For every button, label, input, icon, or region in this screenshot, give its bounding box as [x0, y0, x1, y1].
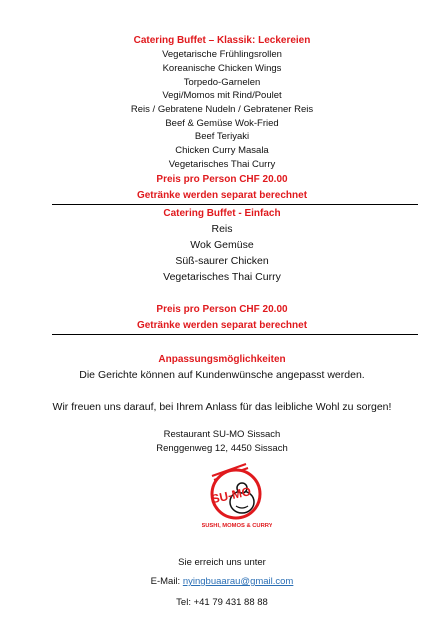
menu-item: Wok Gemüse [190, 239, 254, 251]
section2-price: Preis pro Person CHF 20.00 [156, 304, 288, 315]
section1-title: Catering Buffet – Klassik: Leckereien [133, 35, 311, 46]
logo-wordmark: SU-MO [210, 484, 253, 507]
adjust-text: Die Gerichte können auf Kundenwünsche angepasst werden. [79, 369, 365, 381]
logo-tagline: SUSHI, MOMOS & CURRY [202, 523, 272, 529]
menu-item: Beef & Gemüse Wok-Fried [165, 118, 279, 129]
menu-item: Vegetarische Frühlingsrollen [162, 49, 282, 60]
email-label: E-Mail: [150, 576, 181, 587]
menu-item: Vegetarisches Thai Curry [168, 159, 276, 170]
adjust-title: Anpassungsmöglichkeiten [158, 354, 286, 365]
menu-item: Beef Teriyaki [194, 131, 250, 142]
section-divider [52, 334, 418, 335]
phone-line: Tel: +41 79 431 88 88 [176, 597, 268, 608]
contact-intro: Sie erreich uns unter [178, 557, 266, 568]
menu-item: Vegi/Momos mit Rind/Poulet [162, 90, 282, 101]
sumo-logo [202, 462, 272, 530]
section1-price: Preis pro Person CHF 20.00 [156, 174, 288, 185]
section2-drinks-note: Getränke werden separat berechnet [136, 320, 308, 331]
section1-drinks-note: Getränke werden separat berechnet [136, 190, 308, 201]
menu-item: Chicken Curry Masala [175, 145, 269, 156]
closing-text: Wir freuen uns darauf, bei Ihrem Anlass für das leibliche Wohl zu sorgen! [52, 401, 392, 413]
sumo-logo-graphic [202, 462, 272, 530]
restaurant-name: Restaurant SU-MO Sissach [163, 429, 281, 440]
email-line [0, 575, 444, 588]
menu-item: Koreanische Chicken Wings [162, 63, 282, 74]
restaurant-address: Renggenweg 12, 4450 Sissach [156, 443, 288, 454]
section2-title: Catering Buffet - Einfach [163, 208, 281, 219]
menu-item: Reis [211, 223, 233, 235]
menu-item: Vegetarisches Thai Curry [163, 271, 281, 283]
section-divider [52, 204, 418, 205]
menu-item: Süß-saurer Chicken [175, 255, 269, 267]
menu-item: Reis / Gebratene Nudeln / Gebratener Reis [130, 104, 314, 115]
email-link[interactable]: nyingbuaarau@gmail.com [182, 576, 294, 587]
menu-item: Torpedo-Garnelen [183, 77, 261, 88]
